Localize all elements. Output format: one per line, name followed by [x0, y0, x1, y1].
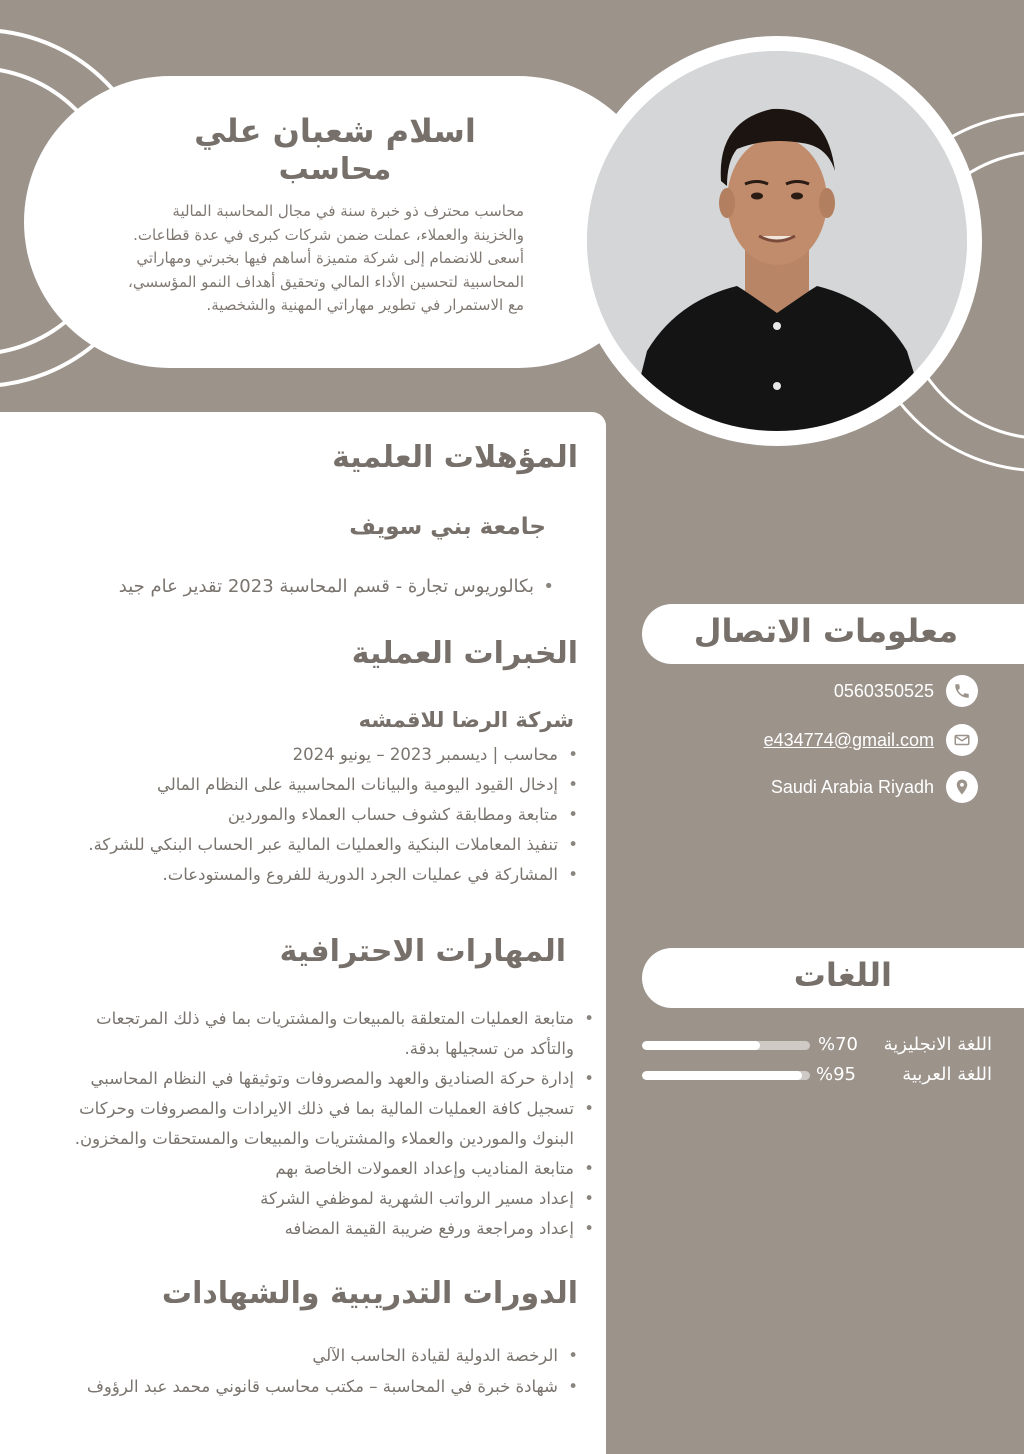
language-name-arabic: اللغة العربية: [902, 1064, 992, 1085]
language-percent-arabic: %95: [815, 1064, 856, 1085]
language-bar-english: [642, 1041, 810, 1050]
languages-heading: اللغات: [793, 956, 892, 994]
contact-location-row: [771, 771, 978, 803]
experience-item: • المشاركة في عمليات الجرد الدورية للفروع والمستودعات.: [88, 860, 580, 890]
experience-list: [88, 740, 580, 890]
company-name: شركة الرضا للاقمشه: [358, 708, 574, 732]
location-text: Saudi Arabia Riyadh: [770, 776, 934, 797]
skills-item: • متابعة العمليات المتعلقة بالمبيعات والمشتريات بما في ذلك المرتجعات: [75, 1004, 596, 1034]
skills-item: • متابعة المناديب وإعداد العمولات الخاصة بهم: [75, 1154, 596, 1184]
candidate-name: اسلام شعبان علي: [194, 112, 476, 150]
skills-heading: المهارات الاحترافية: [279, 934, 566, 969]
education-heading: المؤهلات العلمية: [332, 440, 578, 475]
contact-heading: معلومات الاتصال: [693, 612, 958, 650]
contact-phone-row: [834, 675, 978, 707]
education-item: • بكالوريوس تجارة - قسم المحاسبة 2023 تقدير عام جيد: [119, 574, 556, 600]
experience-item: • محاسب | ديسمبر 2023 – يونيو 2024: [88, 740, 580, 770]
phone-number: 0560350525: [833, 680, 934, 701]
skills-item: • إدارة حركة الصناديق والعهد والمصروفات وتوثيقها في النظام المحاسبي: [75, 1064, 596, 1094]
location-pin-icon: [946, 771, 978, 803]
university-name: جامعة بني سويف: [349, 514, 546, 540]
phone-icon: [946, 675, 978, 707]
language-bar-fill-arabic: [642, 1071, 802, 1080]
language-percent-english: %70: [817, 1034, 858, 1055]
skills-item: • إعداد ومراجعة ورفع ضريبة القيمة المضافه: [75, 1214, 596, 1244]
experience-heading: الخبرات العملية: [351, 636, 578, 671]
email-link[interactable]: e434774@gmail.com: [763, 729, 934, 750]
skills-item: • تسجيل كافة العمليات المالية بما في ذلك الايرادات والمصروفات وحركات: [75, 1094, 596, 1124]
profile-photo: [587, 51, 967, 431]
language-bar-arabic: [642, 1071, 810, 1080]
experience-item: • متابعة ومطابقة كشوف حساب العملاء والموردين: [88, 800, 580, 830]
mail-icon: [946, 724, 978, 756]
courses-list: [87, 1340, 580, 1402]
contact-email-row: [764, 724, 978, 756]
skills-item-continued: البنوك والموردين والعملاء والمشتريات والمبيعات والمستحقات والمخزون.: [74, 1129, 574, 1148]
courses-item: • شهادة خبرة في المحاسبة – مكتب محاسب قانوني محمد عبد الرؤوف: [87, 1371, 580, 1402]
courses-item: • الرخصة الدولية لقيادة الحاسب الآلي: [87, 1340, 580, 1371]
experience-item: • إدخال القيود اليومية والبيانات المحاسبية على النظام المالي: [88, 770, 580, 800]
job-title: محاسب: [278, 152, 392, 187]
skills-list: [75, 1004, 596, 1244]
experience-item: • تنفيذ المعاملات البنكية والعمليات المالية عبر الحساب البنكي للشركة.: [88, 830, 580, 860]
profile-summary: محاسب محترف ذو خبرة سنة في مجال المحاسبة المالية والخزينة والعملاء، عملت ضمن شركات كبرى في عدة قطاعات. أسعى للانضمام إلى شركة متميزة أساهم فيها بخبرتي ومهاراتي المحاسبية لتحسين الأداء المالي وتحقيق أهداف النمو المؤسسي، مع الاستمرار في تطوير مهاراتي المهنية والشخصية.: [127, 202, 524, 314]
language-name-english: اللغة الانجليزية: [883, 1034, 992, 1055]
skills-item-continued: والتأكد من تسجيلها بدقة.: [404, 1039, 574, 1058]
skills-item: • إعداد مسير الرواتب الشهرية لموظفي الشركة: [75, 1184, 596, 1214]
education-list: [119, 574, 556, 600]
courses-heading: الدورات التدريبية والشهادات: [161, 1276, 578, 1311]
language-bar-fill-english: [642, 1041, 760, 1050]
